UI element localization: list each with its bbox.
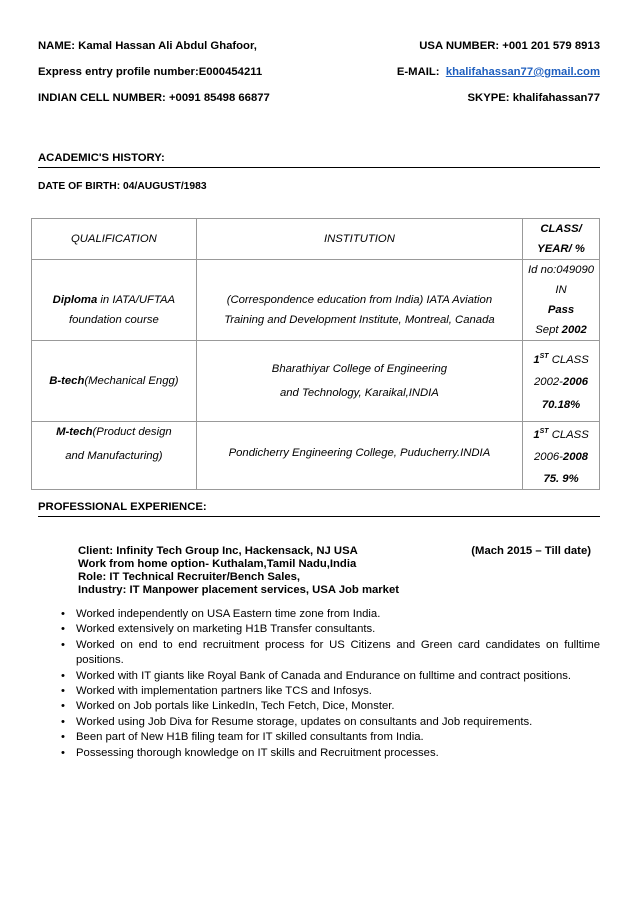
qualification-name: B-tech	[49, 375, 85, 387]
qualification-cell	[32, 260, 197, 341]
column-class-year	[523, 219, 600, 260]
qualification-cell	[32, 422, 197, 490]
bullet-text: Worked with implementation partners like TCS and Infosys.	[76, 685, 372, 698]
qualification-name: Diploma	[52, 294, 98, 306]
employment-dates: (Mach 2015 – Till date)	[471, 545, 591, 557]
class-cell	[523, 422, 600, 490]
class-rank	[523, 345, 599, 372]
list-item	[38, 669, 600, 684]
experience-bullets	[38, 607, 600, 761]
academic-section-title: ACADEMIC'S HISTORY:	[38, 152, 165, 164]
table-row	[32, 422, 600, 490]
email-label: E-MAIL:	[396, 66, 440, 78]
class-years-end: 2008	[562, 450, 589, 463]
job-role: Role: IT Technical Recruiter/Bench Sales,	[78, 571, 301, 583]
bullet-text: Worked on Job portals like LinkedIn, Tech Fetch, Dice, Monster.	[76, 700, 395, 713]
bullet-icon: •	[61, 685, 65, 698]
class-id: Id no:049090 IN	[528, 264, 595, 296]
class-rank-number: 1	[533, 428, 540, 441]
qualification-cell	[32, 341, 197, 422]
list-item	[38, 746, 600, 761]
class-years-start: 2006-	[534, 450, 563, 463]
bullet-text: Been part of New H1B filing team for IT skilled consultants from India.	[76, 731, 424, 744]
list-item	[38, 638, 600, 669]
list-item	[38, 715, 600, 730]
list-item	[38, 622, 600, 637]
applicant-name: NAME: Kamal Hassan Ali Abdul Ghafoor,	[38, 40, 257, 52]
class-rank-number: 1	[533, 353, 540, 366]
bullet-icon: •	[61, 715, 65, 728]
qualification-line	[32, 290, 196, 310]
qualification-line-2: and Manufacturing)	[65, 450, 163, 462]
institution-cell	[196, 422, 522, 490]
qualification-name: M-tech	[56, 426, 93, 438]
bullet-text: Worked independently on USA Eastern time zone from India.	[76, 608, 381, 620]
column-qualification: QUALIFICATION	[32, 219, 197, 260]
class-years-start: 2002-	[534, 376, 563, 389]
indian-cell-number: INDIAN CELL NUMBER: +0091 85498 66877	[38, 92, 270, 104]
bullet-icon: •	[61, 608, 65, 620]
list-item	[38, 730, 600, 745]
institution-line-1: Pondicherry Engineering College, Puducherry.INDIA	[228, 447, 491, 460]
class-percentage: 75. 9%	[543, 472, 579, 485]
bullet-icon: •	[61, 746, 65, 759]
job-industry: Industry: IT Manpower placement services, USA Job market	[78, 584, 400, 596]
email-line	[397, 66, 600, 78]
experience-divider	[38, 516, 600, 517]
class-year	[523, 320, 599, 340]
email-link[interactable]: khalifahassan77@gmail.com	[445, 66, 600, 78]
experience-section-title: PROFESSIONAL EXPERIENCE:	[38, 501, 207, 513]
bullet-text: Worked with IT giants like Royal Bank of Canada and Endurance on fulltime and contract positions.	[76, 669, 572, 682]
bullet-icon: •	[61, 700, 65, 713]
table-row	[32, 341, 600, 422]
institution-line-2: Training and Development Institute, Montreal, Canada	[224, 314, 495, 326]
class-years-end: 2006	[562, 376, 589, 389]
class-year-value: 2002	[561, 324, 587, 336]
qualification-line-2: foundation course	[68, 314, 159, 326]
class-rank-word: CLASS	[548, 428, 589, 441]
list-item	[38, 684, 600, 699]
class-result: Pass	[547, 304, 575, 316]
column-year-label: YEAR/ %	[537, 243, 585, 255]
date-of-birth: DATE OF BIRTH: 04/AUGUST/1983	[38, 181, 207, 192]
table-row	[32, 260, 600, 341]
column-institution: INSTITUTION	[196, 219, 522, 260]
bullet-icon: •	[61, 731, 65, 744]
usa-number: USA NUMBER: +001 201 579 8913	[419, 40, 600, 52]
class-rank-suffix: ST	[539, 352, 549, 360]
class-year-month: Sept	[535, 324, 562, 336]
institution-cell	[196, 341, 522, 422]
class-cell	[523, 341, 600, 422]
list-item	[38, 699, 600, 714]
class-years	[523, 447, 599, 467]
class-rank	[523, 422, 599, 445]
bullet-text: Possessing thorough knowledge on IT skills and Recruitment processes.	[76, 746, 439, 759]
bullet-icon: •	[61, 623, 65, 636]
qualification-detail: in IATA/UFTAA	[97, 294, 176, 306]
column-class-label: CLASS/	[540, 223, 582, 235]
qualification-line	[32, 422, 196, 442]
bullet-text: Worked using Job Diva for Resume storage, updates on consultants and Job requirements.	[76, 715, 533, 728]
academic-table-header	[32, 219, 600, 260]
class-rank-word: CLASS	[548, 353, 589, 366]
institution-line-2: and Technology, Karaikal,INDIA	[279, 387, 439, 399]
qualification-detail: (Product design	[92, 426, 172, 438]
list-item	[38, 607, 600, 622]
qualification-line	[32, 371, 196, 391]
bullet-text: Worked on end to end recruitment process for US Citizens and Green card candidates on fulltime positions.	[76, 638, 600, 667]
express-entry-number: Express entry profile number:E000454211	[38, 66, 263, 78]
bullet-text: Worked extensively on marketing H1B Transfer consultants.	[76, 623, 376, 636]
client-name: Client: Infinity Tech Group Inc, Hackensack, NJ USA	[78, 545, 358, 557]
work-location: Work from home option- Kuthalam,Tamil Nadu,India	[78, 558, 357, 570]
institution-cell	[196, 260, 522, 341]
class-years	[523, 371, 599, 394]
institution-line-1: Bharathiyar College of Engineering	[271, 363, 448, 375]
bullet-icon: •	[61, 638, 65, 651]
academic-divider	[38, 167, 600, 168]
institution-line-1: (Correspondence education from India) IATA Aviation	[226, 294, 493, 306]
academic-table	[31, 218, 600, 490]
class-cell	[523, 260, 600, 341]
skype-id: SKYPE: khalifahassan77	[467, 92, 600, 104]
qualification-detail: (Mechanical Engg)	[84, 375, 179, 387]
bullet-icon: •	[61, 669, 65, 682]
class-percentage: 70.18%	[541, 399, 581, 412]
class-rank-suffix: ST	[539, 428, 549, 435]
